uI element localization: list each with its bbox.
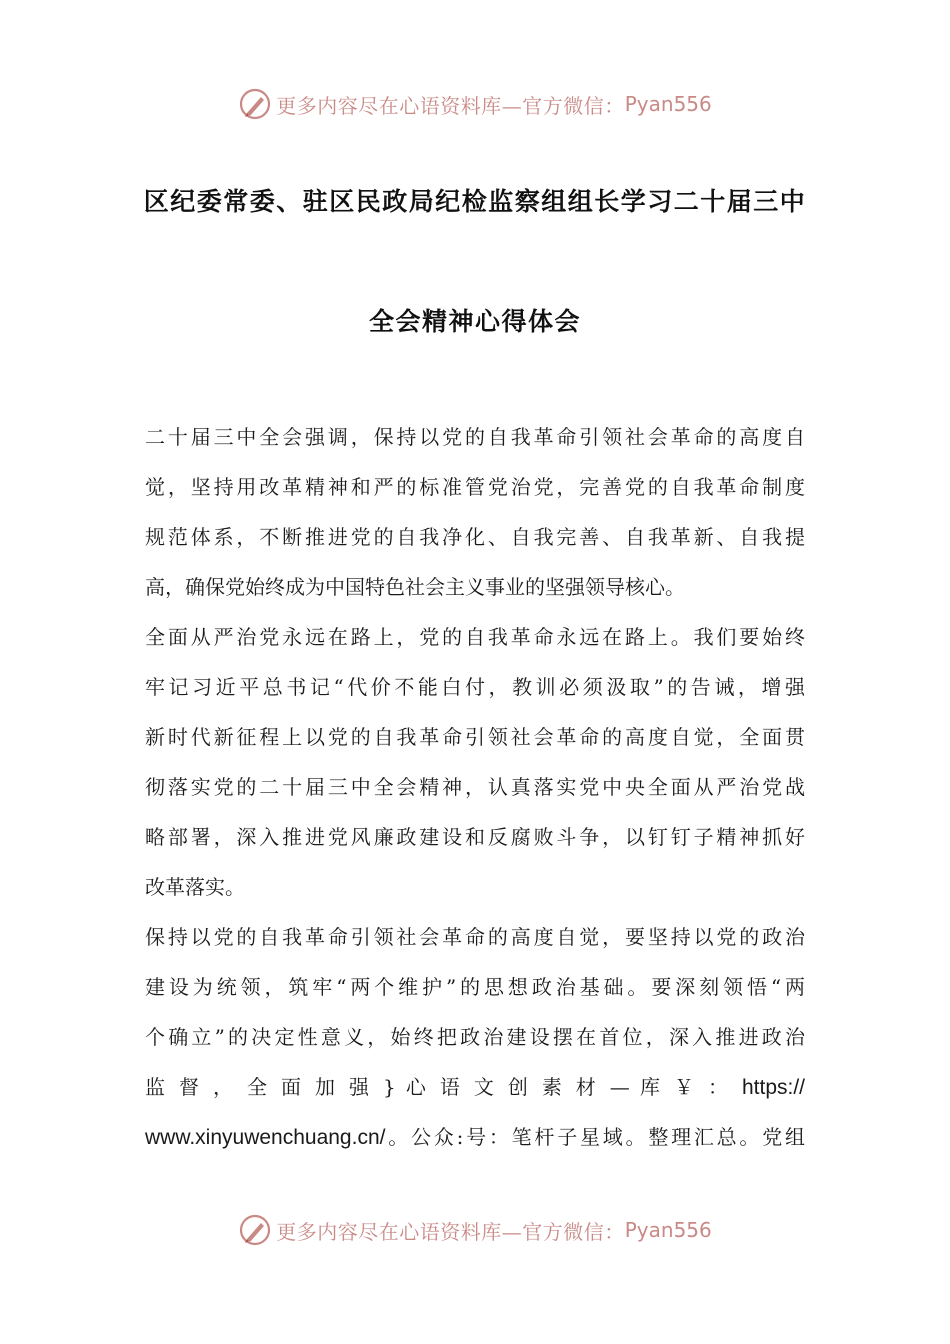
document-title-line-2: 全会精神心得体会 bbox=[368, 307, 581, 336]
watermark-text: 更多内容尽在心语资料库—官方微信： bbox=[276, 1219, 625, 1244]
document-body bbox=[145, 412, 805, 1162]
body-line: 觉，坚持用改革精神和严的标准管党治党，完善党的自我革命制度 bbox=[145, 475, 805, 499]
body-line: 保持以党的自我革命引领社会革命的高度自觉，要坚持以党的政治 bbox=[145, 925, 805, 949]
body-line: 略部署，深入推进党风廉政建设和反腐败斗争，以钉钉子精神抓好 bbox=[145, 825, 805, 849]
watermark-account: Pyan556 bbox=[624, 92, 712, 116]
watermark-text: 更多内容尽在心语资料库—官方微信： bbox=[276, 93, 625, 118]
url-fragment: https:// bbox=[741, 1076, 805, 1099]
pen-logo-icon bbox=[238, 87, 272, 121]
body-line: 建设为统领，筑牢“两个维护”的思想政治基础。要深刻领悟“两 bbox=[145, 975, 805, 999]
body-line-text: 。公众:号：笔杆子星域。整理汇总。党组 bbox=[385, 1125, 805, 1149]
body-line-with-url bbox=[145, 1062, 805, 1112]
body-line: 个确立”的决定性意义，始终把政治建设摆在首位，深入推进政治 bbox=[145, 1025, 805, 1049]
body-line: 彻落实党的二十届三中全会精神，认真落实党中央全面从严治党战 bbox=[145, 775, 805, 799]
body-line: 改革落实。 bbox=[145, 875, 245, 899]
body-line: 全面从严治党永远在路上，党的自我革命永远在路上。我们要始终 bbox=[145, 625, 805, 649]
footer-watermark bbox=[0, 1210, 950, 1250]
body-line-with-url bbox=[145, 1112, 805, 1162]
pen-logo-icon bbox=[238, 1213, 272, 1247]
body-line: 新时代新征程上以党的自我革命引领社会革命的高度自觉，全面贯 bbox=[145, 725, 805, 749]
watermark-account: Pyan556 bbox=[624, 1218, 712, 1242]
body-line: 牢记习近平总书记“代价不能白付，教训必须汲取”的告诫，增强 bbox=[145, 675, 805, 699]
header-watermark bbox=[0, 84, 950, 124]
url-fragment: www.xinyuwenchuang.cn/ bbox=[145, 1126, 386, 1149]
body-line-text: 监 督 ， 全 面 加 强 } 心 语 文 创 素 材 — 库 ￥ ： bbox=[145, 1075, 732, 1099]
body-line: 规范体系，不断推进党的自我净化、自我完善、自我革新、自我提 bbox=[145, 525, 805, 549]
body-line: 二十届三中全会强调，保持以党的自我革命引领社会革命的高度自 bbox=[145, 425, 805, 449]
document-title-line-1: 区纪委常委、驻区民政局纪检监察组组长学习二十届三中 bbox=[143, 187, 807, 216]
body-line: 高，确保党始终成为中国特色社会主义事业的坚强领导核心。 bbox=[145, 575, 685, 599]
